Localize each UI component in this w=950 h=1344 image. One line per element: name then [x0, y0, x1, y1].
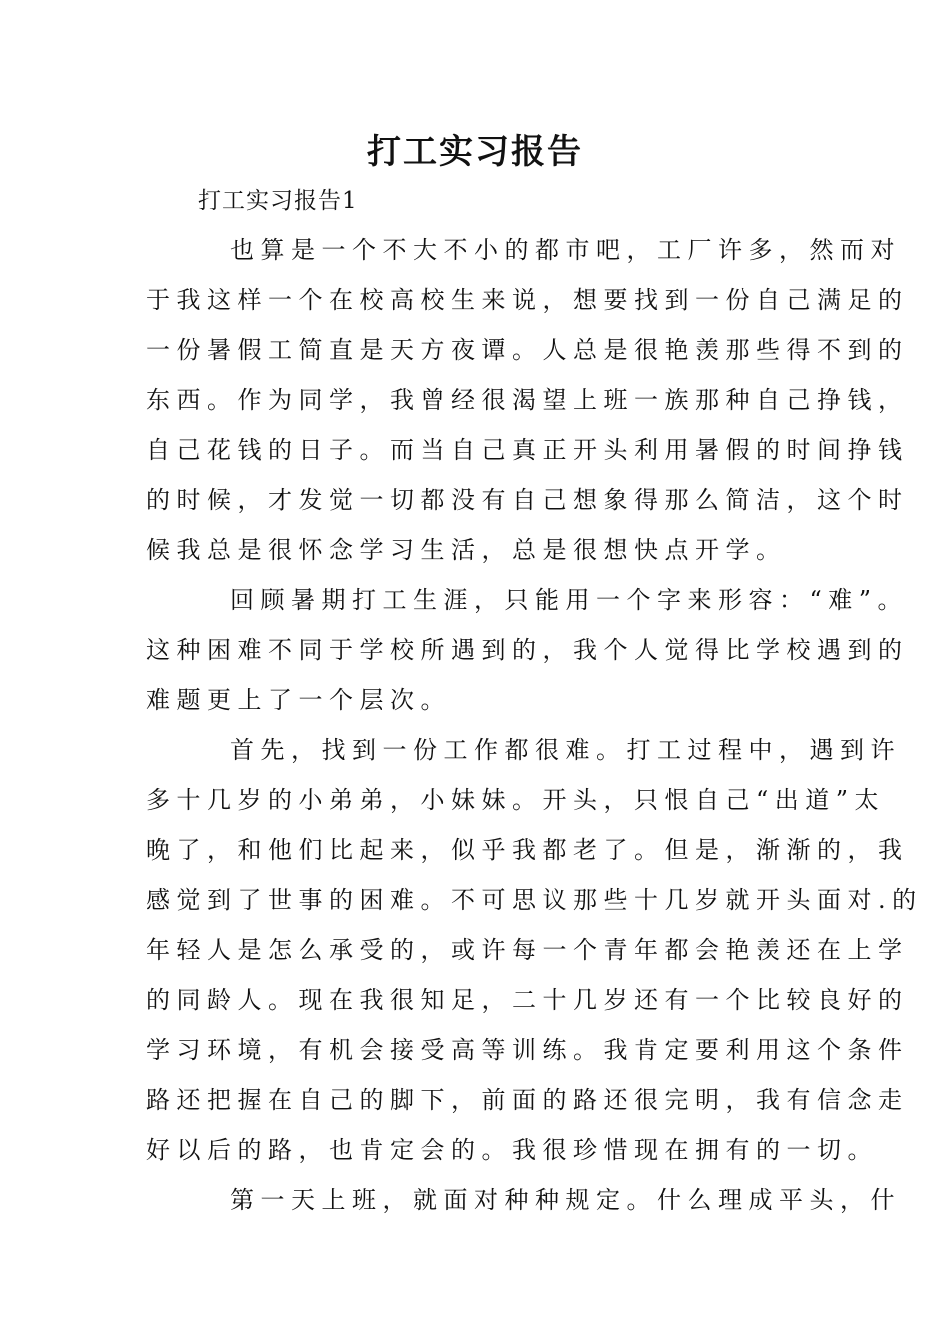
paragraph-line: 学习环境，有机会接受高等训练。我肯定要利用这个条件: [146, 1036, 909, 1064]
paragraph-line: 难题更上了一个层次。: [146, 686, 451, 714]
paragraph-line: 的同龄人。现在我很知足，二十几岁还有一个比较良好的: [146, 986, 909, 1014]
paragraph-line: 也算是一个不大不小的都市吧，工厂许多，然而对: [230, 236, 901, 264]
paragraph-line: 晚了，和他们比起来，似乎我都老了。但是，渐渐的，我: [146, 836, 909, 864]
paragraph-line: 年轻人是怎么承受的，或许每一个青年都会艳羡还在上学: [146, 936, 909, 964]
paragraph-line: 回顾暑期打工生涯，只能用一个字来形容：“难”。: [230, 586, 909, 614]
paragraph-line: 多十几岁的小弟弟，小妹妹。开头，只恨自己“出道”太: [146, 786, 886, 814]
paragraph-line: 东西。作为同学，我曾经很渴望上班一族那种自己挣钱，: [146, 386, 909, 414]
paragraph-line: 的时候，才发觉一切都没有自己想象得那么简洁，这个时: [146, 486, 909, 514]
paragraph-line: 第一天上班，就面对种种规定。什么理成平头，什: [230, 1186, 901, 1214]
paragraph-line: 路还把握在自己的脚下，前面的路还很完明，我有信念走: [146, 1086, 909, 1114]
paragraph-line: 自己花钱的日子。而当自己真正开头利用暑假的时间挣钱: [146, 436, 909, 464]
document-title: 打工实习报告: [367, 132, 583, 172]
paragraph-line: 于我这样一个在校高校生来说，想要找到一份自己满足的: [146, 286, 909, 314]
paragraph-line: 好以后的路，也肯定会的。我很珍惜现在拥有的一切。: [146, 1136, 878, 1164]
document-subtitle: 打工实习报告1: [198, 188, 358, 214]
paragraph-line: 这种困难不同于学校所遇到的，我个人觉得比学校遇到的: [146, 636, 909, 664]
paragraph-line: 候我总是很怀念学习生活，总是很想快点开学。: [146, 536, 787, 564]
paragraph-line: 一份暑假工简直是天方夜谭。人总是很艳羡那些得不到的: [146, 336, 909, 364]
paragraph-line: 首先，找到一份工作都很难。打工过程中，遇到许: [230, 736, 901, 764]
paragraph-line: 感觉到了世事的困难。不可思议那些十几岁就开头面对.的: [146, 886, 923, 914]
